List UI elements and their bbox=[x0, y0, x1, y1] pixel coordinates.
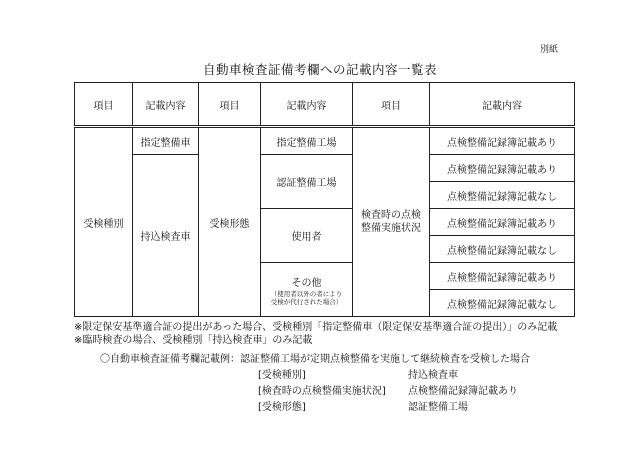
example-label-3: [受検形態] bbox=[258, 402, 306, 413]
value-brought-in-vehicle: 持込検査車 bbox=[133, 155, 199, 317]
example-label-2: [検査時の点検整備実施状況] bbox=[258, 386, 386, 397]
example-value-1: 持込検査車 bbox=[408, 370, 458, 381]
table-header-row bbox=[75, 83, 575, 127]
value-designated-vehicle: 指定整備車 bbox=[133, 127, 199, 155]
value-maintenance-2: 点検整備記録簿記載あり bbox=[430, 155, 575, 182]
header-content-3: 記載内容 bbox=[430, 83, 575, 127]
example-value-2: 点検整備記録簿記載あり bbox=[408, 386, 518, 397]
value-certified-factory: 認証整備工場 bbox=[261, 155, 353, 209]
remarks-table bbox=[74, 82, 575, 317]
document-title: 自動車検査証備考欄への記載内容一覧表 bbox=[202, 62, 437, 77]
value-maintenance-3: 点検整備記録簿記載なし bbox=[430, 182, 575, 209]
value-maintenance-1: 点検整備記録簿記載あり bbox=[430, 127, 575, 155]
item-inspection-type: 受検種別 bbox=[75, 127, 133, 317]
table-row bbox=[75, 155, 575, 182]
value-other: その他 bbox=[291, 277, 322, 289]
example-heading: 〇自動車検査証備考欄記載例：認証整備工場が定期点検整備を実施して継続検査を受検した場合 bbox=[100, 354, 530, 365]
value-maintenance-7: 点検整備記録簿記載なし bbox=[430, 290, 575, 317]
table-row bbox=[75, 127, 575, 155]
item-maintenance-status: 検査時の点検 整備実施状況 bbox=[353, 127, 430, 317]
note-limited-certificate: ※限定保安基準適合証の提出があった場合、受検種別「指定整備車（限定保安基準適合証の提出）」のみ記載 bbox=[74, 322, 558, 333]
value-designated-factory: 指定整備工場 bbox=[261, 127, 353, 155]
header-item-1: 項目 bbox=[75, 83, 133, 127]
value-other-cell bbox=[261, 263, 353, 317]
value-user: 使用者 bbox=[261, 209, 353, 263]
header-item-3: 項目 bbox=[353, 83, 430, 127]
value-other-note: （使用者以外の者により 受検が代行された場合） bbox=[270, 289, 343, 306]
header-content-2: 記載内容 bbox=[261, 83, 353, 127]
example-label-1: [受検種別] bbox=[258, 370, 306, 381]
note-temporary-inspection: ※臨時検査の場合、受検種別「持込検査車」のみ記載 bbox=[74, 335, 313, 346]
example-value-3: 認証整備工場 bbox=[408, 402, 468, 413]
item-inspection-form: 受検形態 bbox=[199, 127, 261, 317]
attachment-label: 別紙 bbox=[540, 45, 559, 55]
value-maintenance-4: 点検整備記録簿記載あり bbox=[430, 209, 575, 236]
header-content-1: 記載内容 bbox=[133, 83, 199, 127]
value-maintenance-6: 点検整備記録簿記載あり bbox=[430, 263, 575, 290]
value-maintenance-5: 点検整備記録簿記載なし bbox=[430, 236, 575, 263]
header-item-2: 項目 bbox=[199, 83, 261, 127]
